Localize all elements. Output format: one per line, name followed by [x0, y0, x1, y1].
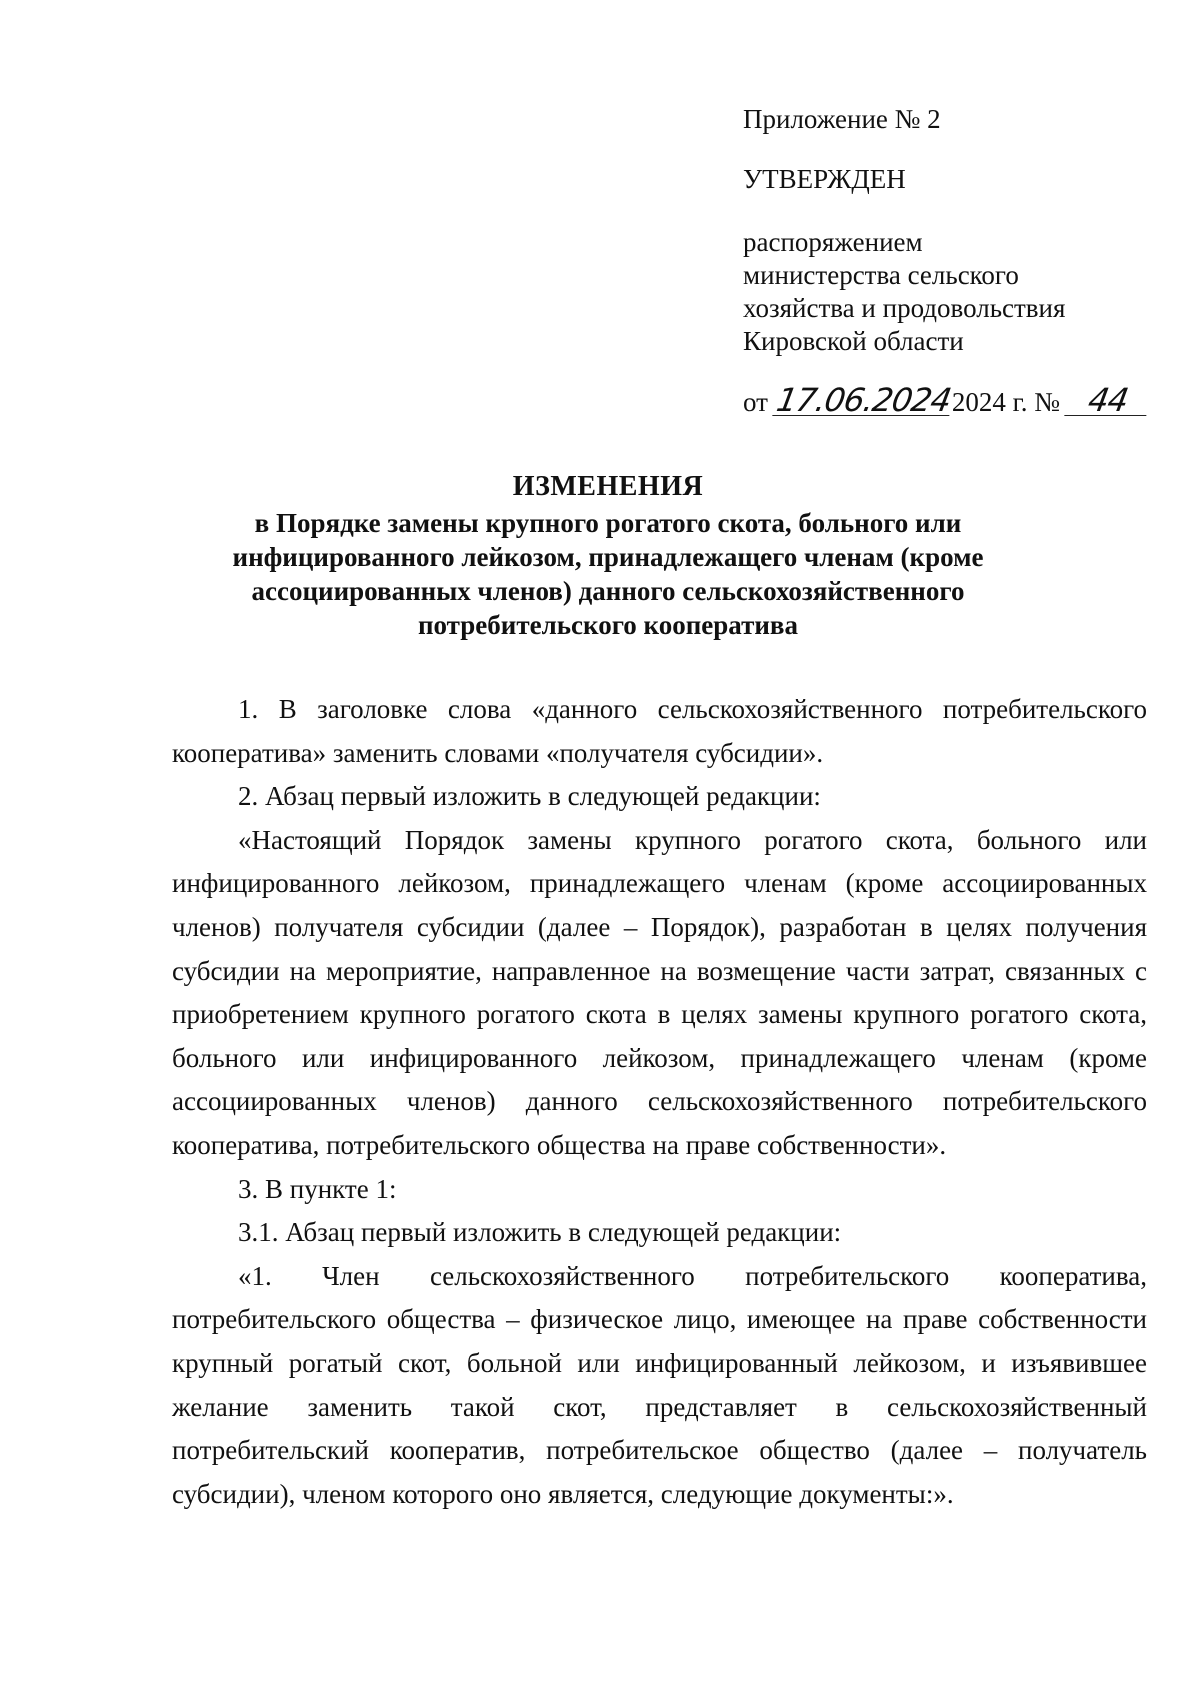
handwritten-date: 17.06.2024 [773, 381, 954, 419]
paragraph-5: 3.1. Абзац первый изложить в следующей редакции: [238, 1217, 842, 1248]
printed-year-number: 2024 г. № [951, 387, 1060, 417]
date-prefix: от [743, 387, 768, 417]
title-line: инфицированного лейкозом, принадлежащего членам (кроме [232, 542, 984, 572]
authority-line: распоряжением [743, 227, 923, 257]
approval-authority [743, 226, 1143, 358]
title-line: в Порядке замены крупного рогатого скота, больного или [254, 508, 962, 538]
paragraph-1: 1. В заголовке слова «данного сельскохозяйственного потребительского кооператива» заменить словами «получателя субсидии». [172, 694, 1147, 768]
approved-label: УТВЕРЖДЕН [743, 164, 906, 194]
paragraph-3: «Настоящий Порядок замены крупного рогатого скота, больного или инфицированного лейкозом, принадлежащего членам (кроме ассоциированных членов) получателя субсидии (далее – Порядок), разработан в целях получения субсидии на мероприятие, направленное на возмещение части затрат, связанных с приобретением крупного рогатого скота в целях замены крупного рогатого скота, больного или инфицированного лейкозом, принадлежащего членам (кроме ассоциированных членов) данного сельскохозяйственного потребительского кооператива, потребительского общества на праве собственности». [172, 824, 1147, 1160]
paragraph-4: 3. В пункте 1: [238, 1173, 397, 1204]
handwritten-number: 44 [1064, 385, 1151, 416]
order-date-line [743, 381, 1149, 419]
document-body [172, 688, 1147, 1516]
title-line: ассоциированных членов) данного сельскохозяйственного [251, 576, 965, 606]
appendix-label: Приложение № 2 [743, 104, 941, 134]
authority-line: Кировской области [743, 326, 964, 356]
title-line: потребительского кооператива [417, 610, 798, 640]
authority-line: министерства сельского [743, 260, 1019, 290]
paragraph-2: 2. Абзац первый изложить в следующей редакции: [238, 781, 821, 812]
approval-stamp-text [743, 163, 1143, 196]
appendix-number [743, 103, 1143, 136]
paragraph-6: «1. Член сельскохозяйственного потребительского кооператива, потребительского общества – физическое лицо, имеющее на праве собственности крупный рогатый скот, больной или инфицированный лейкозом, и изъявившее желание заменить такой скот, представляет в сельскохозяйственный потребительский кооператив, потребительское общество (далее – получатель субсидии), членом которого оно является, следующие документы:». [172, 1260, 1147, 1509]
title-heading: ИЗМЕНЕНИЯ [512, 471, 704, 502]
authority-line: хозяйства и продовольствия [743, 293, 1066, 323]
document-title [170, 470, 1046, 642]
